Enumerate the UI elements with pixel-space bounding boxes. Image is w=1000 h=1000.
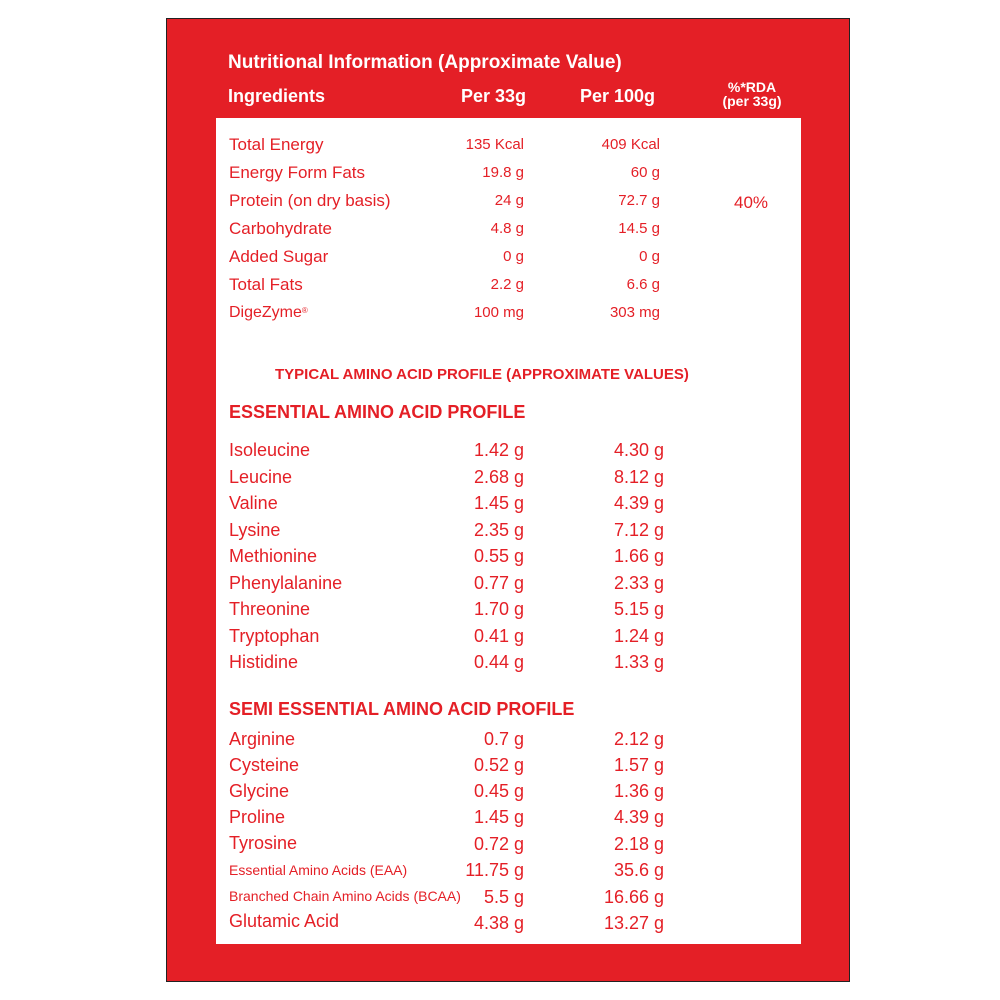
amino-row-per33: 5.5 g xyxy=(483,887,524,907)
nutrition-row-name: Total Energy xyxy=(229,135,324,154)
amino-row-name: Essential Amino Acids (EAA) xyxy=(229,862,408,878)
nutrition-row-per33: 2.2 g xyxy=(490,276,524,293)
amino-row-name: Histidine xyxy=(229,652,299,672)
amino-row-per100: 1.36 g xyxy=(613,781,664,801)
registered-mark: ® xyxy=(301,306,308,315)
amino-row-per33: 2.35 g xyxy=(473,520,524,540)
amino-row-per33: 1.45 g xyxy=(473,493,524,513)
amino-row-per100: 7.12 g xyxy=(613,520,664,540)
amino-row-per33: 0.45 g xyxy=(473,781,524,801)
rda-line-1: %*RDA xyxy=(727,79,777,95)
amino-row-name: Glycine xyxy=(229,781,290,801)
rda-line-2: (per 33g) xyxy=(722,93,782,109)
nutrition-row-per100: 303 mg xyxy=(609,304,660,321)
amino-row-per100: 1.24 g xyxy=(613,626,664,646)
nutrition-row-name: Total Fats xyxy=(229,275,303,294)
column-header-per-100g: Per 100g xyxy=(580,86,656,106)
nutrition-row-per100: 72.7 g xyxy=(618,192,660,209)
amino-row-per33: 1.70 g xyxy=(473,599,524,619)
amino-row-per100: 5.15 g xyxy=(613,599,664,619)
amino-row-per100: 8.12 g xyxy=(613,467,664,487)
typical-amino-acid-title: TYPICAL AMINO ACID PROFILE (APPROXIMATE VALUES) xyxy=(275,366,689,383)
amino-row-name: Phenylalanine xyxy=(229,573,343,593)
amino-row-per33: 0.72 g xyxy=(473,834,524,854)
essential-section-title: ESSENTIAL AMINO ACID PROFILE xyxy=(229,402,526,422)
amino-row-name: Branched Chain Amino Acids (BCAA) xyxy=(229,888,461,904)
nutrition-row-per33: 135 Kcal xyxy=(465,136,524,153)
amino-row-per33: 0.41 g xyxy=(473,626,524,646)
amino-row-name: Lysine xyxy=(229,520,281,540)
nutrition-title: Nutritional Information (Approximate Value) xyxy=(228,52,622,73)
amino-row-per33: 0.44 g xyxy=(473,652,524,672)
nutrition-row-per33: 24 g xyxy=(494,192,524,209)
amino-row-per33: 1.42 g xyxy=(473,440,524,460)
amino-row-per100: 16.66 g xyxy=(603,887,664,907)
column-header-per-33g: Per 33g xyxy=(461,86,527,106)
amino-row-name: Isoleucine xyxy=(229,440,311,460)
amino-row-name: Arginine xyxy=(229,729,296,749)
nutrition-row-per100: 6.6 g xyxy=(626,276,660,293)
amino-row-name: Methionine xyxy=(229,546,318,566)
amino-row-per33: 2.68 g xyxy=(473,467,524,487)
amino-row-name: Cysteine xyxy=(229,755,300,775)
amino-row-per100: 1.33 g xyxy=(613,652,664,672)
nutrition-row-per100: 0 g xyxy=(639,248,660,265)
amino-row-per100: 4.39 g xyxy=(613,807,664,827)
nutrition-row-name: Energy Form Fats xyxy=(229,163,366,182)
amino-row-name: Glutamic Acid xyxy=(229,911,340,931)
amino-row-per33: 4.38 g xyxy=(473,913,524,933)
amino-row-per33: 0.55 g xyxy=(473,546,524,566)
nutrition-row-rda: 40% xyxy=(733,193,769,212)
column-header-rda xyxy=(716,80,788,108)
amino-row-name: Tyrosine xyxy=(229,833,298,853)
amino-row-per33: 11.75 g xyxy=(465,860,524,880)
column-header-ingredients: Ingredients xyxy=(228,86,326,106)
nutrition-row-per33: 4.8 g xyxy=(490,220,524,237)
amino-row-per100: 4.39 g xyxy=(613,493,664,513)
nutrition-row-name: Protein (on dry basis) xyxy=(229,191,391,210)
semi-essential-section-title: SEMI ESSENTIAL AMINO ACID PROFILE xyxy=(229,699,575,719)
amino-row-per100: 1.57 g xyxy=(613,755,664,775)
nutrition-row-name: Carbohydrate xyxy=(229,219,333,238)
nutrition-row-per100: 409 Kcal xyxy=(601,136,660,153)
nutrition-row-per100: 14.5 g xyxy=(618,220,660,237)
amino-row-per100: 4.30 g xyxy=(613,440,664,460)
nutrition-row-name-digezyme xyxy=(229,303,308,323)
nutrition-row-per33: 19.8 g xyxy=(482,164,524,181)
amino-row-per33: 0.52 g xyxy=(473,755,524,775)
amino-row-name: Threonine xyxy=(229,599,311,619)
digezyme-label: DigeZyme xyxy=(229,304,302,321)
amino-row-per100: 1.66 g xyxy=(613,546,664,566)
amino-row-per100: 2.18 g xyxy=(613,834,664,854)
nutrition-row-per33: 0 g xyxy=(503,248,524,265)
amino-row-name: Tryptophan xyxy=(229,626,320,646)
nutrition-row-per100: 60 g xyxy=(630,164,660,181)
amino-row-per100: 35.6 g xyxy=(613,860,664,880)
amino-row-per100: 2.33 g xyxy=(613,573,664,593)
amino-row-per100: 13.27 g xyxy=(603,913,664,933)
amino-row-per33: 0.7 g xyxy=(483,729,524,749)
amino-row-name: Valine xyxy=(229,493,278,513)
amino-row-per100: 2.12 g xyxy=(613,729,664,749)
nutrition-row-per33: 100 mg xyxy=(473,304,524,321)
amino-row-name: Leucine xyxy=(229,467,293,487)
amino-row-per33: 1.45 g xyxy=(473,807,524,827)
amino-row-per33: 0.77 g xyxy=(473,573,524,593)
nutrition-row-name: Added Sugar xyxy=(229,247,329,266)
amino-row-name: Proline xyxy=(229,807,286,827)
